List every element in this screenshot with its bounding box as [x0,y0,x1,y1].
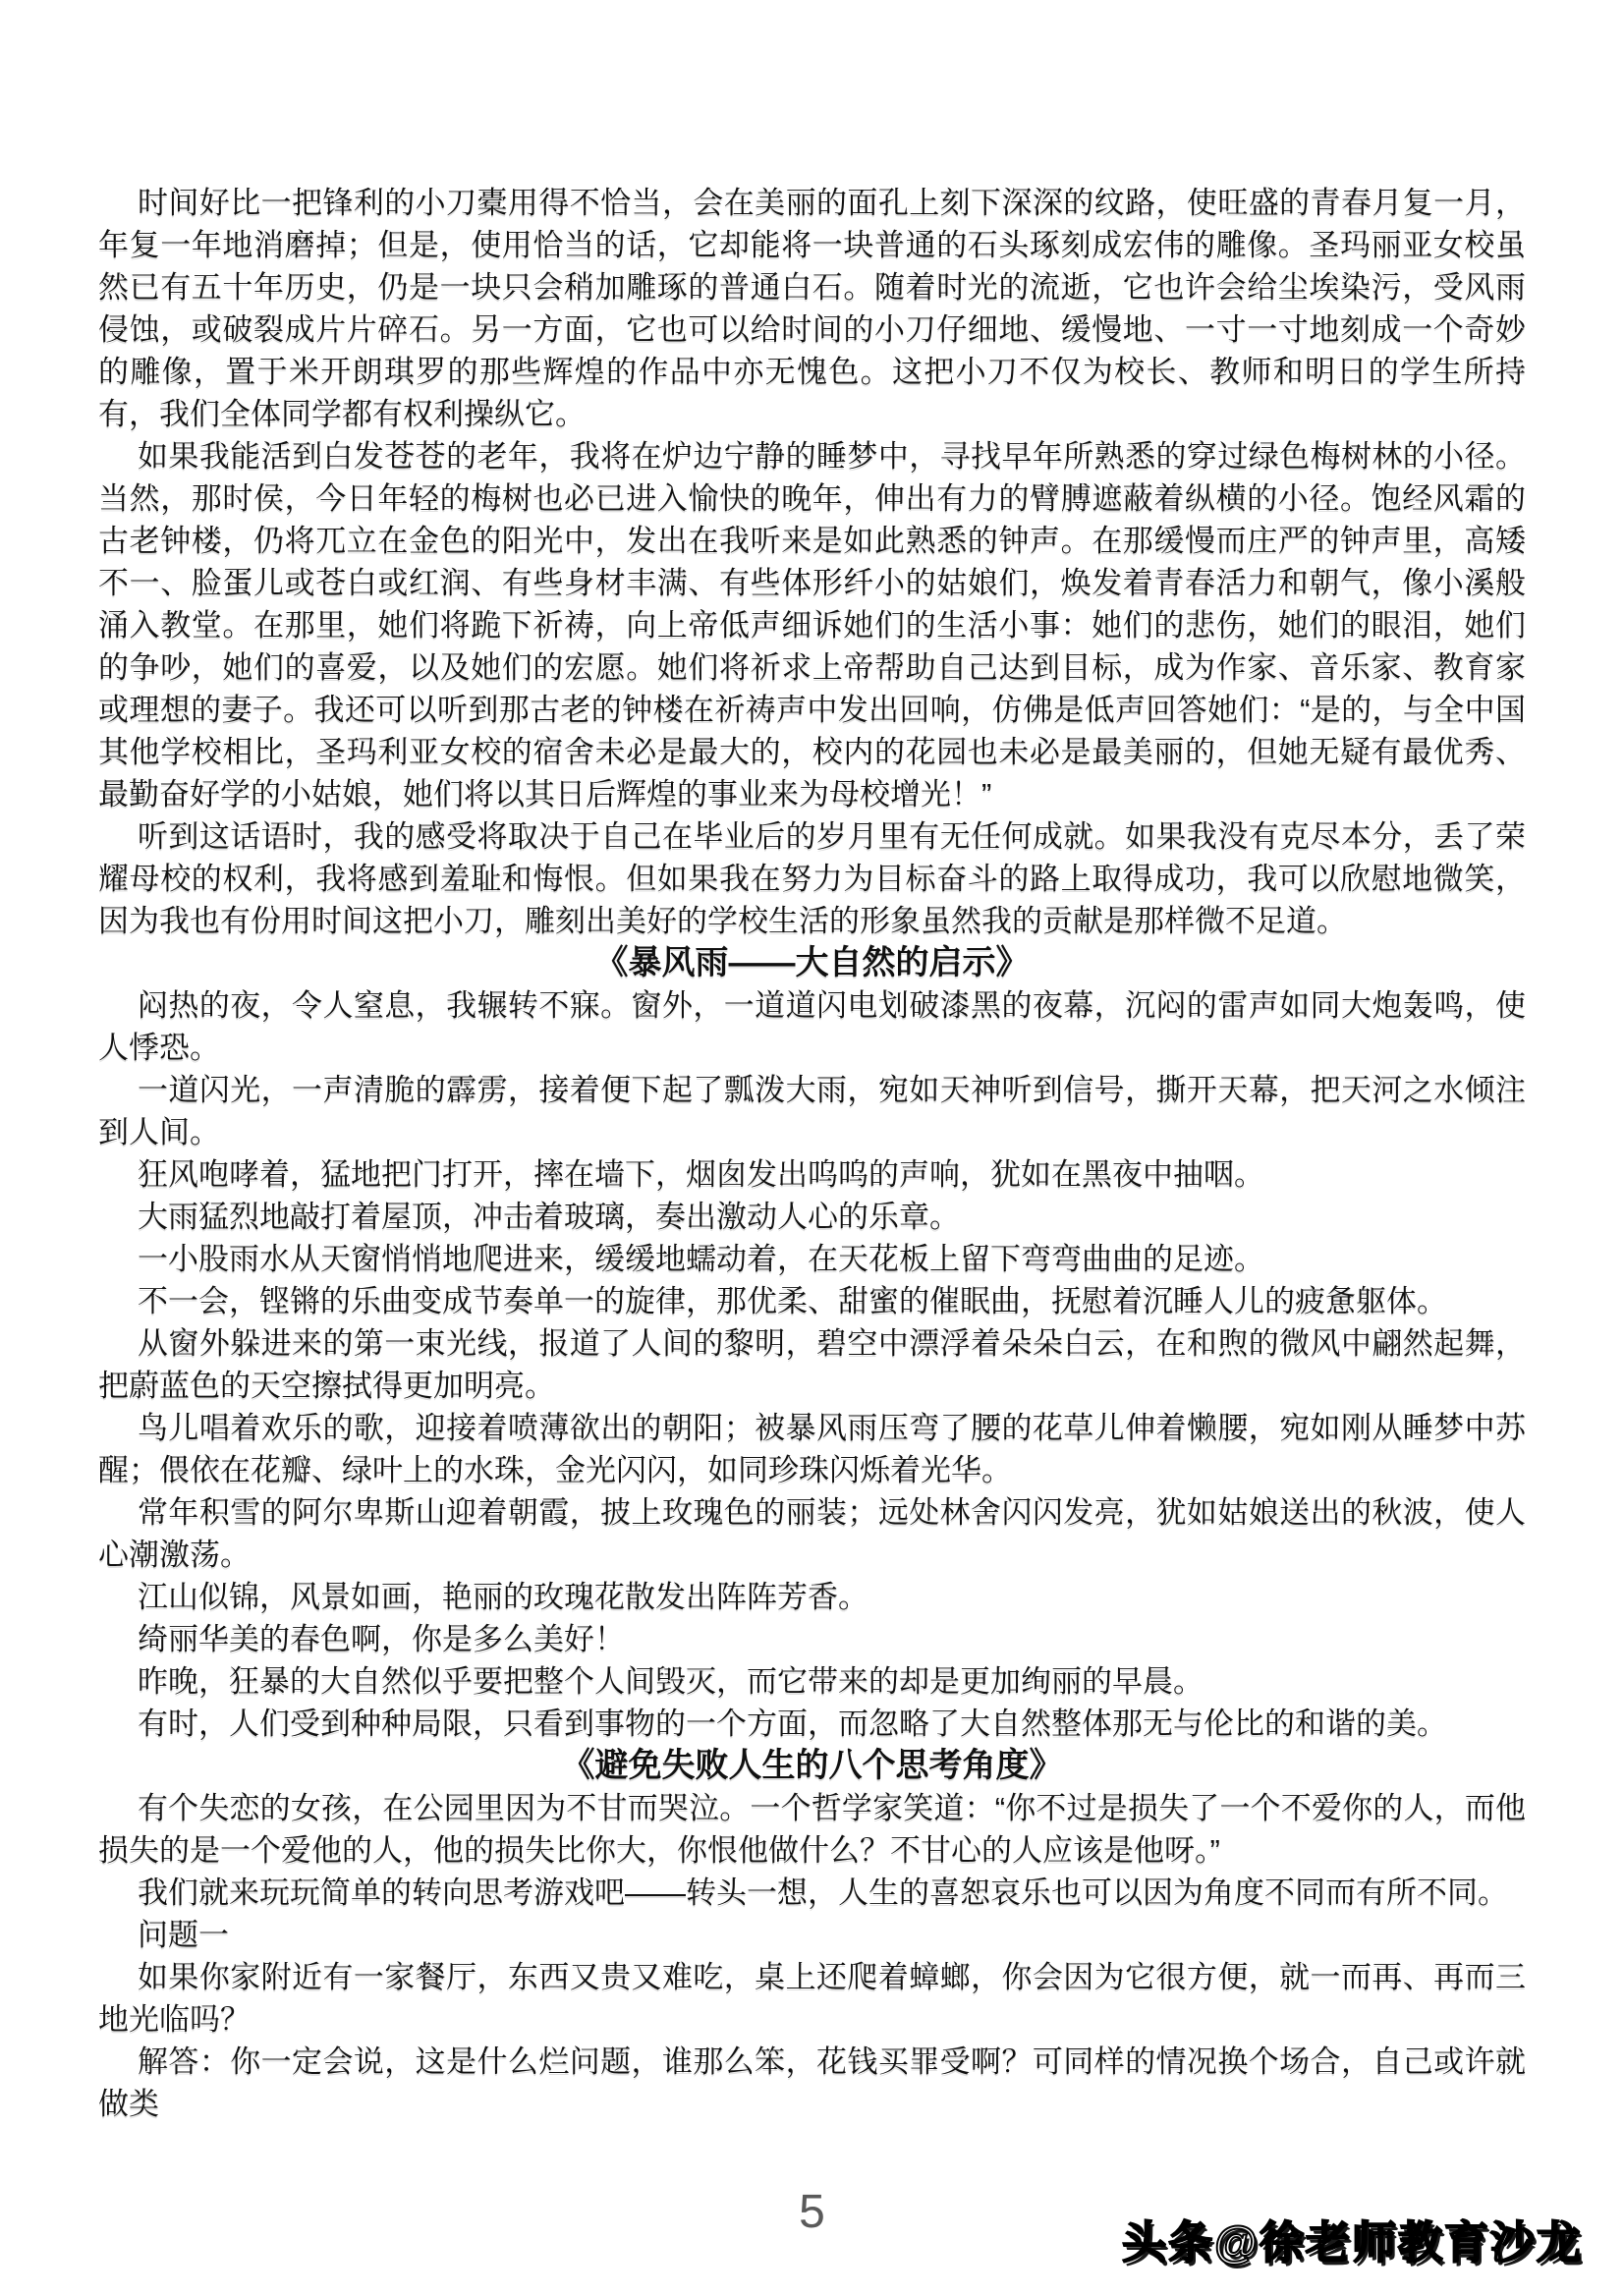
paragraph-storm-6: 不一会，铿锵的乐曲变成节奏单一的旋律，那优柔、甜蜜的催眠曲，抚慰着沉睡人儿的疲惫躯体。 [138,1284,1447,1318]
paragraph-angles-2: 我们就来玩玩简单的转向思考游戏吧——转头一想，人生的喜恕哀乐也可以因为角度不同而有所不同。 [138,1876,1508,1910]
paragraph-question-one: 如果你家附近有一家餐厅，东西又贵又难吃，桌上还爬着蟑螂，你会因为它很方便，就一而再、再而三地光临吗？ [98,1960,1526,2037]
paragraph-storm-10: 江山似锦，风景如画，艳丽的玫瑰花散发出阵阵芳香。 [138,1580,868,1614]
paragraph-storm-9: 常年积雪的阿尔卑斯山迎着朝霞，披上玫瑰色的丽装；远处林舍闪闪发亮，犹如姑娘送出的秋波，使人心潮激荡。 [98,1495,1526,1572]
paragraph-angles-1: 有个失恋的女孩，在公园里因为不甘而哭泣。一个哲学家笑道：“你不过是损失了一个不爱你的人，而他损失的是一个爱他的人，他的损失比你大，你恨他做什么？不甘心的人应该是他呀。” [98,1791,1526,1868]
article-title-eight-angles: 《避免失败人生的八个思考角度》 [561,1747,1063,1784]
page-number: 5 [799,2186,825,2238]
paragraph-storm-3: 狂风咆哮着，猛地把门打开，摔在墙下，烟囱发出呜呜的声响，犹如在黑夜中抽咽。 [138,1157,1264,1192]
paragraph-storm-8: 鸟儿唱着欢乐的歌，迎接着喷薄欲出的朝阳；被暴风雨压弯了腰的花草儿伸着懒腰，宛如刚从睡梦中苏醒；偎依在花瓣、绿叶上的水珠，金光闪闪，如同珍珠闪烁着光华。 [98,1411,1526,1487]
paragraph-storm-1: 闷热的夜，令人窒息，我辗转不寐。窗外，一道道闪电划破漆黑的夜幕，沉闷的雷声如同大炮轰鸣，使人悸恐。 [98,988,1526,1065]
paragraph-question-one-label: 问题一 [138,1918,229,1952]
watermark-toutiao-author: 头条@徐老师教育沙龙 [1122,2217,1583,2268]
paragraph-storm-7: 从窗外躲进来的第一束光线，报道了人间的黎明，碧空中漂浮着朵朵白云，在和煦的微风中翩然起舞，把蔚蓝色的天空擦拭得更加明亮。 [98,1326,1526,1403]
paragraph-storm-5: 一小股雨水从天窗悄悄地爬进来，缓缓地蠕动着，在天花板上留下弯弯曲曲的足迹。 [138,1242,1264,1276]
paragraph-storm-12: 昨晚，狂暴的大自然似乎要把整个人间毁灭，而它带来的却是更加绚丽的早晨。 [138,1664,1204,1699]
article-title-storm: 《暴风雨——大自然的启示》 [594,944,1030,981]
paragraph-time-knife-3: 听到这话语时，我的感受将取决于自己在毕业后的岁月里有无任何成就。如果我没有克尽本分，丢了荣耀母校的权利，我将感到羞耻和悔恨。但如果我在努力为目标奋斗的路上取得成功，我可以欣慰地微笑，因为我也有份用时间这把小刀，雕刻出美好的学校生活的形象虽然我的贡献是那样微不足道。 [98,819,1526,938]
paragraph-time-knife-1: 时间好比一把锋利的小刀橐用得不恰当，会在美丽的面孔上刻下深深的纹路，使旺盛的青春月复一月，年复一年地消磨掉；但是，使用恰当的话，它却能将一块普通的石头琢刻成宏伟的雕像。圣玛丽亚女校虽然已有五十年历史，仍是一块只会稍加雕琢的普通白石。随着时光的流逝，它也许会给尘埃染污，受风雨侵蚀，或破裂成片片碎石。另一方面，它也可以给时间的小刀仔细地、缓慢地、一寸一寸地刻成一个奇妙的雕像，置于米开朗琪罗的那些辉煌的作品中亦无愧色。这把小刀不仅为校长、教师和明日的学生所持有，我们全体同学都有权利操纵它。 [98,186,1526,431]
paragraph-storm-2: 一道闪光，一声清脆的霹雳，接着便下起了瓢泼大雨，宛如天神听到信号，撕开天幕，把天河之水倾注到人间。 [98,1073,1526,1149]
document-text-body [98,182,1526,2125]
paragraph-storm-4: 大雨猛烈地敲打着屋顶，冲击着玻璃，奏出激动人心的乐章。 [138,1200,960,1234]
paragraph-storm-11: 绮丽华美的春色啊，你是多么美好！ [138,1622,625,1656]
paragraph-time-knife-2: 如果我能活到白发苍苍的老年，我将在炉边宁静的睡梦中，寻找早年所熟悉的穿过绿色梅树林的小径。当然，那时侯，今日年轻的梅树也必已进入愉快的晚年，伸出有力的臂膊遮蔽着纵横的小径。饱经风霜的古老钟楼，仍将兀立在金色的阳光中，发出在我听来是如此熟悉的钟声。在那缓慢而庄严的钟声里，高矮不一、脸蛋儿或苍白或红润、有些身材丰满、有些体形纤小的姑娘们，焕发着青春活力和朝气，像小溪般涌入教堂。在那里，她们将跪下祈祷，向上帝低声细诉她们的生活小事：她们的悲伤，她们的眼泪，她们的争吵，她们的喜爱，以及她们的宏愿。她们将祈求上帝帮助自己达到目标，成为作家、音乐家、教育家或理想的妻子。我还可以听到那古老的钟楼在祈祷声中发出回响，仿佛是低声回答她们：“是的，与全中国其他学校相比，圣玛利亚女校的宿舍未必是最大的，校内的花园也未必是最美丽的，但她无疑有最优秀、最勤奋好学的小姑娘，她们将以其日后辉煌的事业来为母校增光！” [98,439,1526,812]
paragraph-answer-one: 解答：你一定会说，这是什么烂问题，谁那么笨，花钱买罪受啊？可同样的情况换个场合，自己或许就做类 [98,2044,1526,2121]
paragraph-storm-13: 有时，人们受到种种局限，只看到事物的一个方面，而忽略了大自然整体那无与伦比的和谐的美。 [138,1707,1447,1741]
